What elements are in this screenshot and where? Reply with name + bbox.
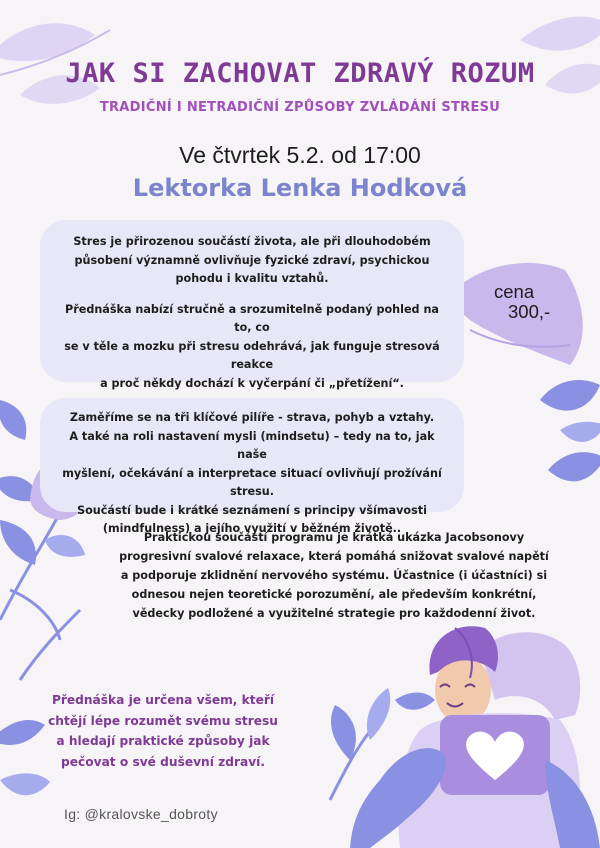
person-hugging-heart-illustration: [350, 626, 600, 848]
practical-line: Praktickou součástí programu je krátká ukázka Jacobsonovy: [143, 531, 525, 544]
price-label: cena: [494, 281, 535, 302]
intro-line: se v těle a mozku při stresu odehrává, jak funguje stresová reakce: [64, 339, 440, 371]
event-subtitle: TRADIČNÍ I NETRADIČNÍ ZPŮSOBY ZVLÁDÁNÍ STRESU: [99, 100, 501, 115]
pillars-line: Součástí bude i krátké seznámení s principy všímavosti: [77, 503, 427, 517]
audience-line: Přednáška je určena všem, kteří: [51, 693, 275, 707]
practical-section: [118, 528, 550, 623]
price-tag: [460, 282, 600, 322]
intro-line: Stres je přirozenou součástí života, ale při dlouhodobém: [73, 235, 431, 248]
practical-line: odnesou nejen teoretické porozumění, ale především konkrétní,: [131, 588, 537, 601]
instagram-handle: Ig: @kralovske_dobroty: [64, 806, 218, 822]
audience-line: pečovat o své duševní zdraví.: [61, 754, 265, 769]
event-title: JAK SI ZACHOVAT ZDRAVÝ ROZUM: [65, 58, 535, 89]
lecturer-name: Lektorka Lenka Hodková: [132, 174, 468, 202]
intro-text-box: [40, 220, 464, 390]
intro-line: a proč někdy dochází k vyčerpání či „přetížení“.: [100, 376, 404, 390]
practical-line: progresivní svalové relaxace, která pomáhá snižovat svalové napětí: [119, 550, 549, 563]
audience-line: a hledají praktické způsoby jak: [56, 734, 270, 748]
practical-line: vědecky podložené a využitelné strategie pro každodenní život.: [132, 607, 536, 620]
pillars-line: (mindfulness) a jejího využití v běžném životě..: [102, 522, 402, 535]
price-value: 300,-: [508, 301, 551, 322]
right-blue-leaves-decoration: [540, 380, 600, 481]
intro-line: působení významně ovlivňuje fyzické zdraví, psychickou: [74, 253, 430, 267]
intro-line: pohodu i kvalitu vztahů.: [175, 272, 329, 285]
practical-line: a podporuje zklidnění nervového systému. Účastnice (i účastníci) si: [120, 569, 548, 582]
event-date-time: Ve čtvrtek 5.2. od 17:00: [179, 142, 421, 168]
pillars-line: Zaměříme se na tři klíčové pilíře - strava, pohyb a vztahy.: [69, 411, 435, 424]
pillars-line: myšlení, očekávání a interpretace situací ovlivňují prožívání stresu.: [62, 466, 442, 498]
intro-line: Přednáška nabízí stručně a srozumitelně podaný pohled na to, co: [65, 302, 439, 334]
pillars-text-box: [40, 398, 464, 535]
pillars-line: A také na roli nastavení mysli (mindsetu) – tedy na to, jak naše: [69, 429, 435, 461]
audience-section: [38, 690, 288, 772]
audience-line: chtějí lépe rozumět svému stresu: [48, 713, 278, 728]
